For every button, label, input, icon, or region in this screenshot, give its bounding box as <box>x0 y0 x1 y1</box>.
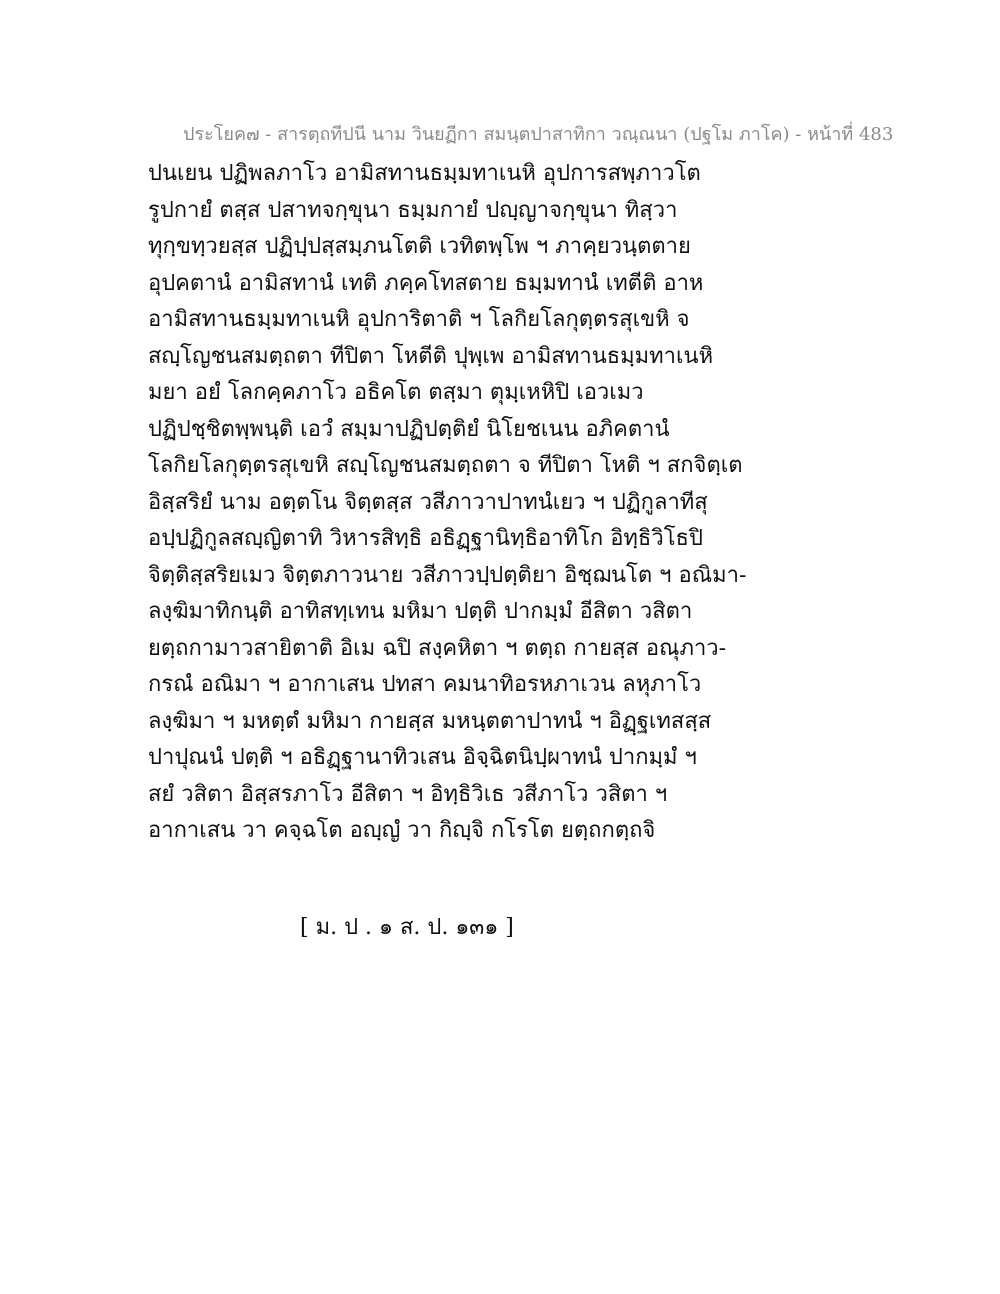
text-line: จิตฺติสฺสริยเมว จิตฺตภาวนาย วสีภาวปฺปตฺติยา อิชฺฌนโต ฯ อณิมา- <box>148 562 747 588</box>
text-line: ยตฺถกามาวสายิตาติ อิเม ฉปิ สงฺคหิตา ฯ ตตฺถ กายสฺส อณุภาว- <box>148 635 727 661</box>
text-line: มยา อยํ โลกคฺคภาโว อธิคโต ตสฺมา ตุมฺเหหิปิ เอวเมว <box>148 380 644 405</box>
text-line: สยํ วสิตา อิสฺสรภาโว อีสิตา ฯ อิทฺธิวิเธ วสีภาโว วสิตา ฯ <box>148 781 668 807</box>
text-line: รูปกายํ ตสฺส ปสาทจกฺขุนา ธมฺมกายํ ปญฺญาจกฺขุนา ทิสฺวา <box>148 197 678 223</box>
text-line: อุปคตานํ อามิสทานํ เทติ ภคฺคโทสตาย ธมฺมทานํ เทตีติ อาห <box>148 270 704 296</box>
text-line: ปาปุณนํ ปตฺติ ฯ อธิฏฺฐานาทิวเสน อิจฺฉิตนิปฺผาทนํ ปากมฺมํ ฯ <box>148 745 697 770</box>
source-reference: [ ม. ป . ๑ ส. ป. ๑๓๑ ] <box>300 915 514 940</box>
text-line: อากาเสน วา คจฺฉโต อญฺญํ วา กิญฺจิ กโรโต ยตฺถกตฺถจิ <box>148 818 656 843</box>
text-line: อิสฺสริยํ นาม อตฺตโน จิตฺตสฺส วสีภาวาปาทนํเยว ฯ ปฏิกูลาทีสุ <box>148 489 708 515</box>
running-header: ประโยค๗ - สารตฺถทีปนี นาม วินยฏีกา สมนฺตปาสาทิกา วณฺณนา (ปฐโม ภาโค) - หน้าที่ 483 <box>183 124 894 145</box>
text-line: ลงฺฆิมาทิกนฺติ อาทิสทฺเทน มหิมา ปตฺติ ปากมฺมํ อีสิตา วสิตา <box>148 599 693 624</box>
text-line: ลงฺฆิมา ฯ มหตฺตํ มหิมา กายสฺส มหนฺตตาปาทนํ ฯ อิฏฺฐเทสสฺส <box>148 708 712 734</box>
text-line: กรณํ อณิมา ฯ อากาเสน ปทสา คมนาทิอรหภาเวน ลหุภาโว <box>148 672 702 697</box>
body-text <box>148 156 868 850</box>
text-line: ปนเยน ปฏิพลภาโว อามิสทานธมฺมทาเนหิ อุปการสพฺภาวโต <box>148 161 701 186</box>
text-line: สญฺโญชนสมตฺถตา ทีปิตา โหตีติ ปุพฺเพ อามิสทานธมฺมทาเนหิ <box>148 343 714 369</box>
text-line: ทุกฺขทฺวยสฺส ปฏิปฺปสฺสมฺภนโตติ เวทิตพฺโพ ฯ ภาคฺยวนฺตตาย <box>148 234 691 259</box>
text-line: ปฏิปชฺชิตพฺพนฺติ เอวํ สมฺมาปฏิปตฺติยํ นิโยชเนน อภิคตานํ <box>148 416 670 442</box>
text-line: อปฺปฏิกูลสญฺญิตาทิ วิหารสิทฺธิ อธิฏฺฐานิทฺธิอาทิโก อิทฺธิวิโธปิ <box>148 526 703 551</box>
text-line: โลกิยโลกุตฺตรสุเขหิ สญฺโญชนสมตฺถตา จ ทีปิตา โหติ ฯ สกจิตฺเต <box>148 453 743 478</box>
text-line: อามิสทานธมฺมทาเนหิ อุปการิตาติ ฯ โลกิยโลกุตฺตรสุเขหิ จ <box>148 307 690 332</box>
